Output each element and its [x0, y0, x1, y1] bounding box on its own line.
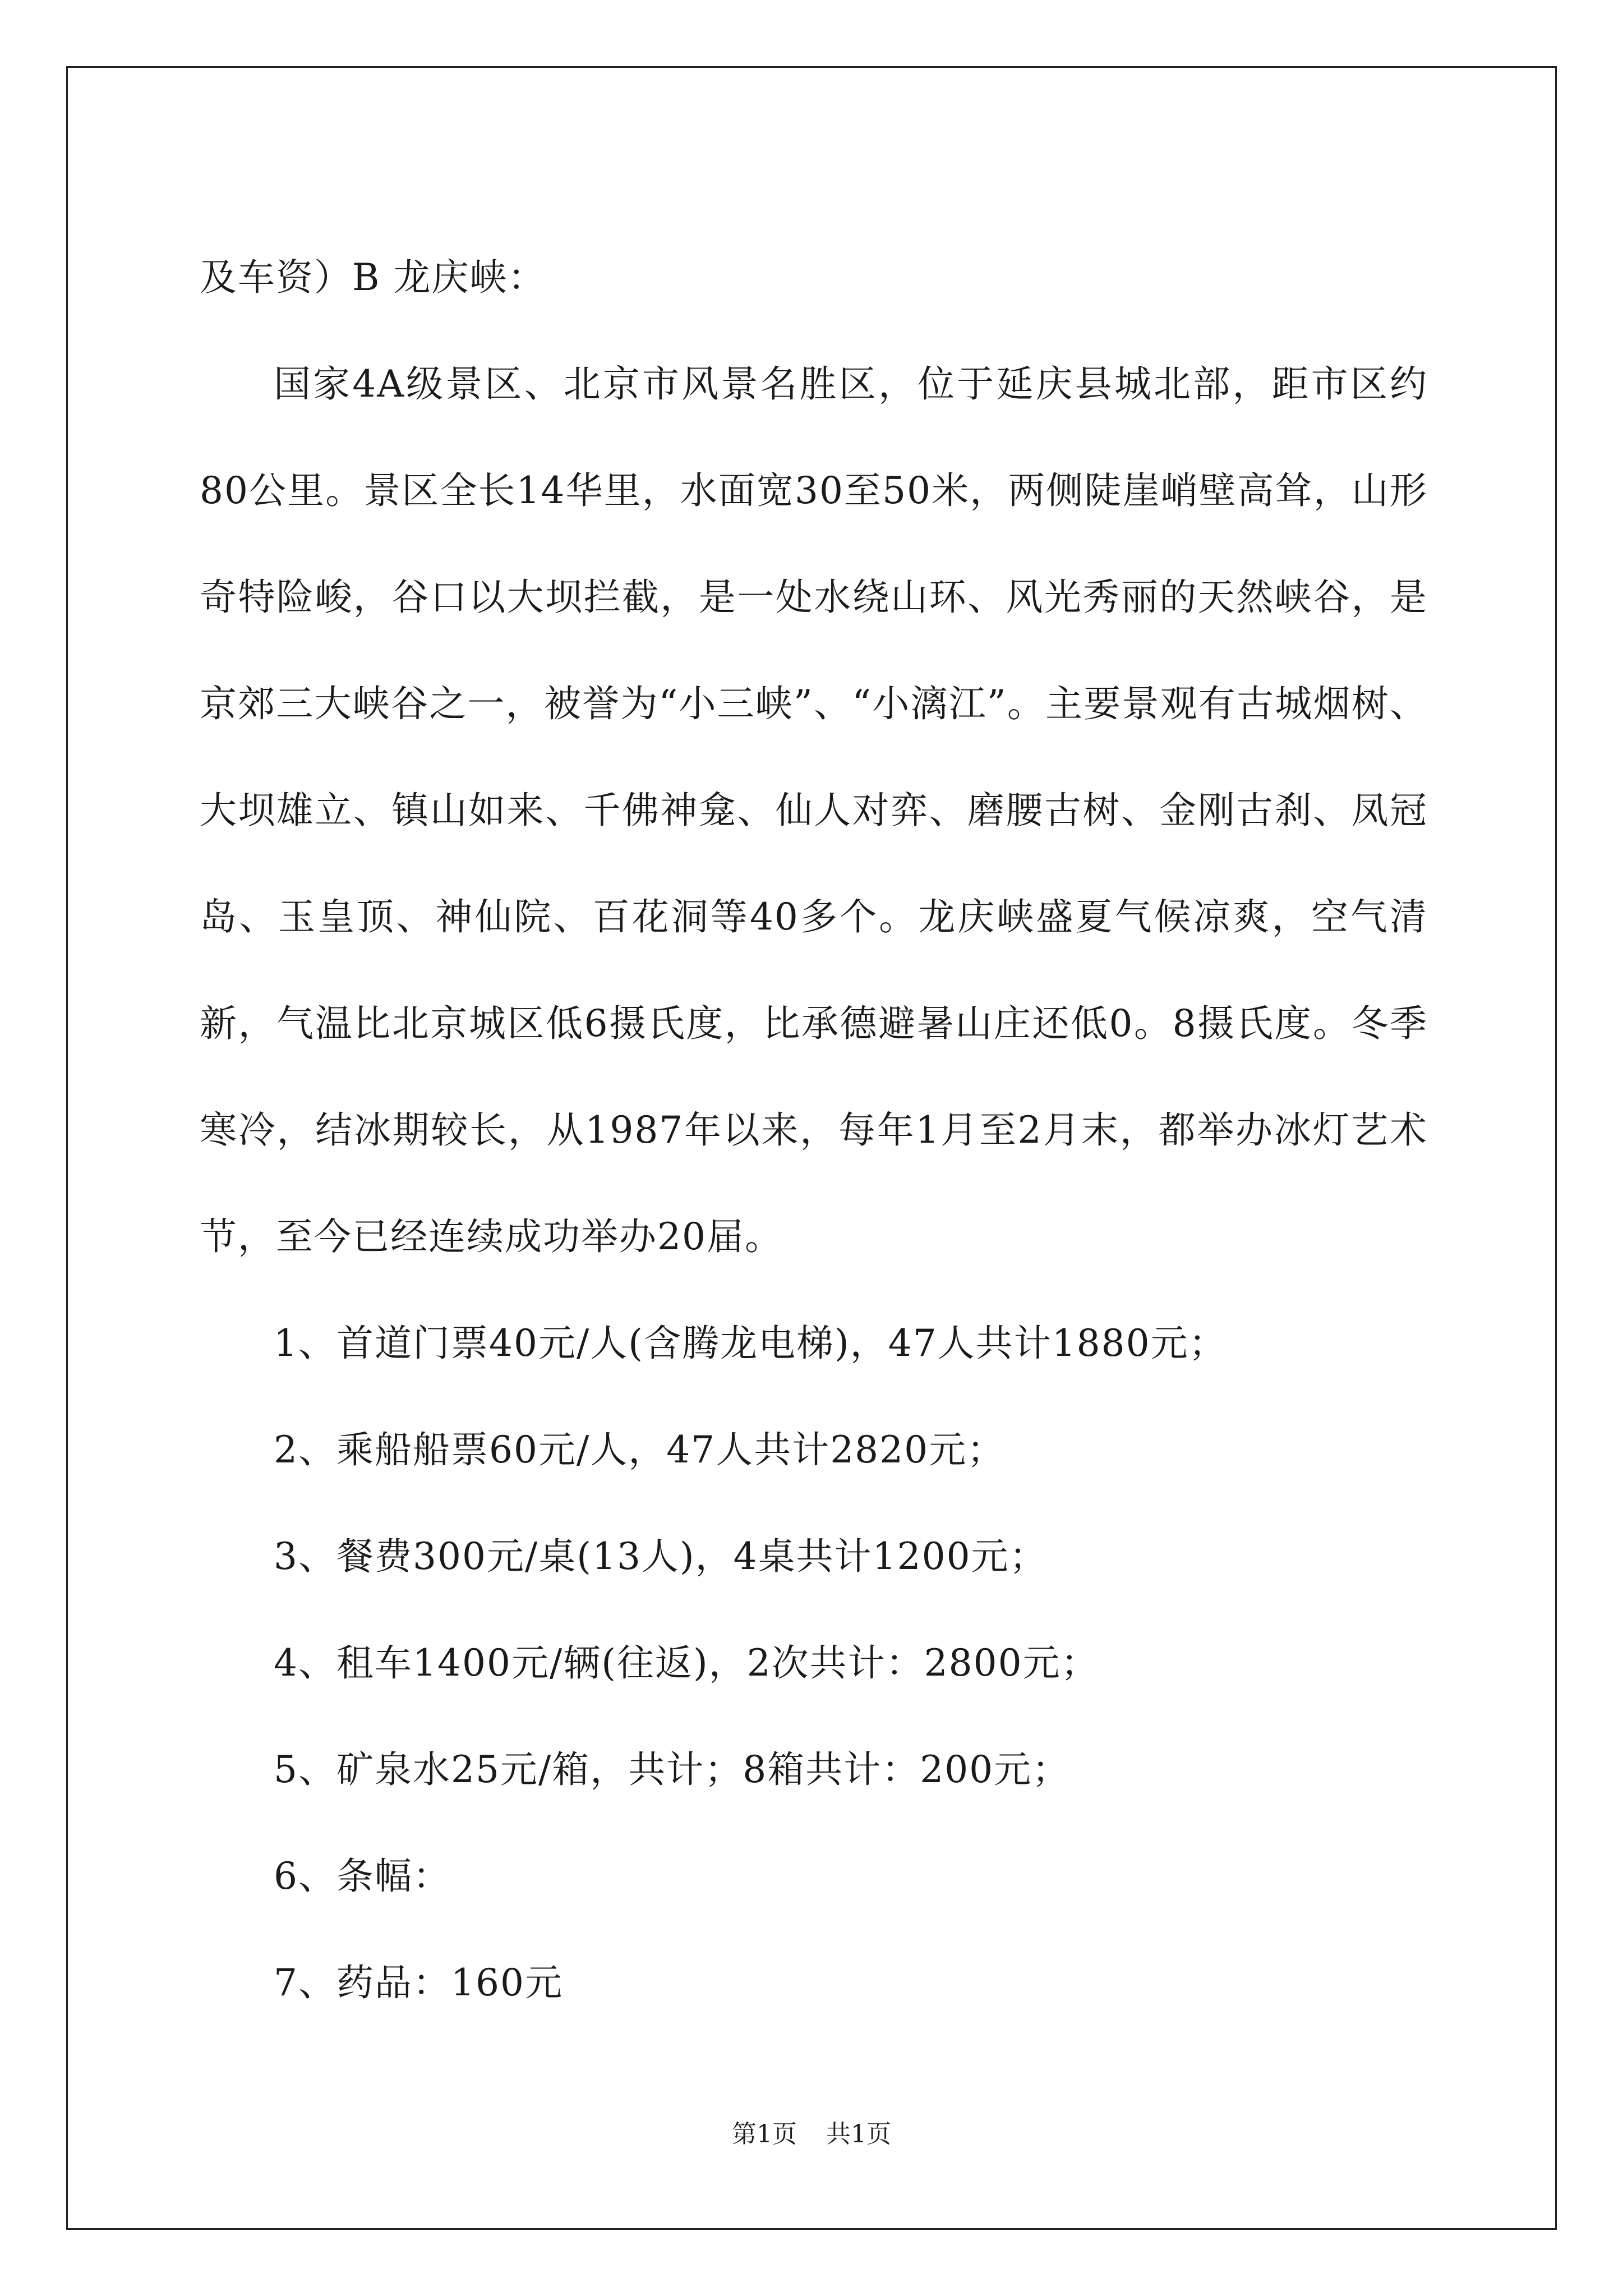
cost-item-4: 4、租车1400元/辆(往返)，2次共计：2800元； [274, 1641, 1099, 1685]
page-footer [0, 2118, 1623, 2151]
cost-item-7: 7、药品：160元 [274, 1961, 563, 2004]
cost-list [200, 1290, 1428, 2036]
cost-item-5: 5、矿泉水25元/箱，共计；8箱共计：200元； [274, 1748, 1071, 1791]
cost-item-2: 2、乘船船票60元/人，47人共计2820元； [274, 1428, 1006, 1471]
page-number: 第1页 [732, 2120, 797, 2148]
page-total: 共1页 [826, 2120, 891, 2148]
document-body [200, 224, 1428, 2036]
cost-item-6: 6、条幅： [274, 1855, 451, 1898]
cost-item-1: 1、首道门票40元/人(含腾龙电梯)，47人共计1880元； [274, 1322, 1227, 1365]
intro-line: 及车资）B 龙庆峡： [200, 256, 546, 299]
cost-item-3: 3、餐费300元/桌(13人)，4桌共计1200元； [274, 1535, 1048, 1578]
scenic-description: 国家4A级景区、北京市风景名胜区，位于延庆县城北部，距市区约80公里。景区全长14华里，水面宽30至50米，两侧陡崖峭壁高耸，山形奇特险峻，谷口以大坝拦截，是一处水绕山环、风光秀丽的天然峡谷，是京郊三大峡谷之一，被誉为“小三峡”、“小漓江”。主要景观有古城烟树、大坝雄立、镇山如来、千佛神龛、仙人对弈、磨腰古树、金刚古刹、凤冠岛、玉皇顶、神仙院、百花洞等40多个。龙庆峡盛夏气候凉爽，空气清新，气温比北京城区低6摄氏度，比承德避暑山庄还低0。8摄氏度。冬季寒冷，结冰期较长，从1987年以来，每年1月至2月末，都举办冰灯艺术节，至今已经连续成功举办20届。 [200, 362, 1428, 1258]
